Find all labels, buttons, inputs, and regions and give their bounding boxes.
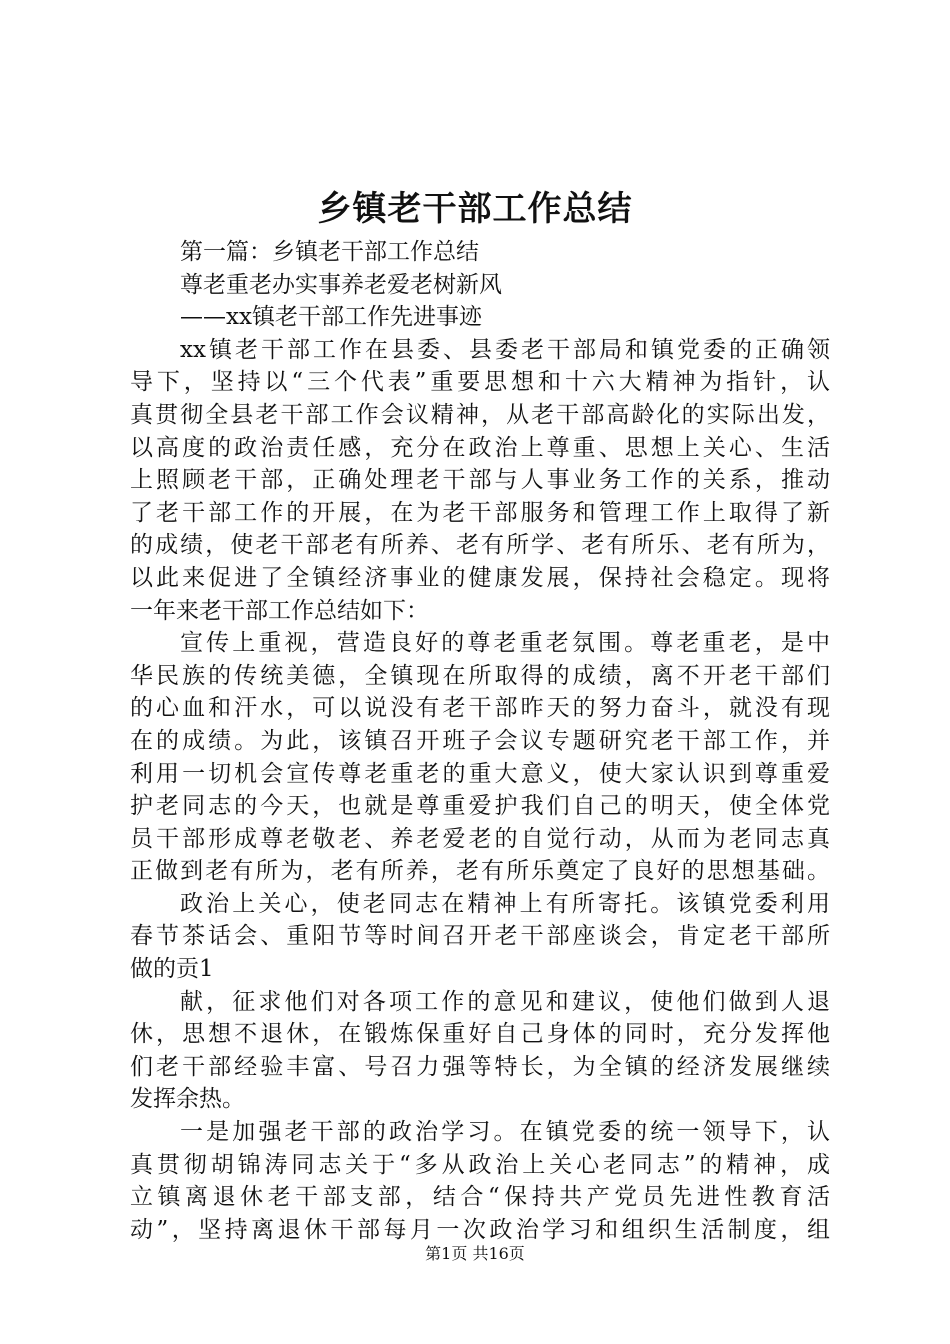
text-line: 以此来促进了全镇经济事业的健康发展，保持社会稳定。现将 [130, 564, 830, 591]
text-line: 员干部形成尊老敬老、养老爱老的自觉行动，从而为老同志真 [130, 825, 830, 852]
text-line: 动”，坚持离退休干部每月一次政治学习和组织生活制度，组 [130, 1216, 830, 1243]
text-line: 们老干部经验丰富、号召力强等特长，为全镇的经济发展继续 [130, 1053, 830, 1080]
text-line: 利用一切机会宣传尊老重老的重大意义，使大家认识到尊重爱 [130, 760, 830, 787]
text-line: 导下，坚持以“三个代表”重要思想和十六大精神为指针，认 [130, 369, 830, 396]
text-line: 做的贡1 [130, 956, 214, 983]
text-line: 立镇离退休老干部支部，结合“保持共产党员先进性教育活 [130, 1184, 830, 1211]
text-line: 真贯彻胡锦涛同志关于“多从政治上关心老同志”的精神，成 [130, 1151, 830, 1178]
text-line: 以高度的政治责任感，充分在政治上尊重、思想上关心、生活 [130, 434, 830, 461]
text-line: 第一篇：乡镇老干部工作总结 [180, 239, 479, 265]
text-line: 发挥余热。 [130, 1086, 245, 1113]
text-line: 献，征求他们对各项工作的意见和建议，使他们做到人退 [180, 988, 830, 1015]
text-line: 的成绩，使老干部老有所养、老有所学、老有所乐、老有所为， [130, 532, 830, 559]
text-line: 宣传上重视，营造良好的尊老重老氛围。尊老重老，是中 [180, 630, 830, 657]
text-line: 一年来老干部工作总结如下： [130, 597, 429, 624]
text-line: 正做到老有所为，老有所养，老有所乐奠定了良好的思想基础。 [130, 858, 830, 885]
text-line: 政治上关心，使老同志在精神上有所寄托。该镇党委利用 [180, 890, 830, 917]
text-line: 在的成绩。为此，该镇召开班子会议专题研究老干部工作，并 [130, 727, 830, 754]
text-line: 一是加强老干部的政治学习。在镇党委的统一领导下，认 [180, 1119, 830, 1146]
text-line: 真贯彻全县老干部工作会议精神，从老干部高龄化的实际出发， [130, 401, 830, 428]
text-line: 春节茶话会、重阳节等时间召开老干部座谈会，肯定老干部所 [130, 923, 830, 950]
text-line: 华民族的传统美德，全镇现在所取得的成绩，离不开老干部们 [130, 662, 830, 689]
text-line: 了老干部工作的开展，在为老干部服务和管理工作上取得了新 [130, 499, 830, 526]
text-line: 上照顾老干部，正确处理老干部与人事业务工作的关系，推动 [130, 467, 830, 494]
text-line: 护老同志的今天，也就是尊重爱护我们自己的明天，使全体党 [130, 793, 830, 820]
text-line: xx镇老干部工作在县委、县委老干部局和镇党委的正确领 [180, 336, 830, 363]
text-line: 的心血和汗水，可以说没有老干部昨天的努力奋斗，就没有现 [130, 695, 830, 722]
text-line: ——xx镇老干部工作先进事迹 [180, 304, 482, 331]
text-line: 尊老重老办实事养老爱老树新风 [180, 271, 502, 298]
document-title: 乡镇老干部工作总结 [317, 189, 633, 229]
document-body [130, 236, 830, 1246]
page-footer: 第1页 共16页 [425, 1244, 525, 1263]
text-line: 休，思想不退休，在锻炼保重好自己身体的同时，充分发挥他 [130, 1021, 830, 1048]
